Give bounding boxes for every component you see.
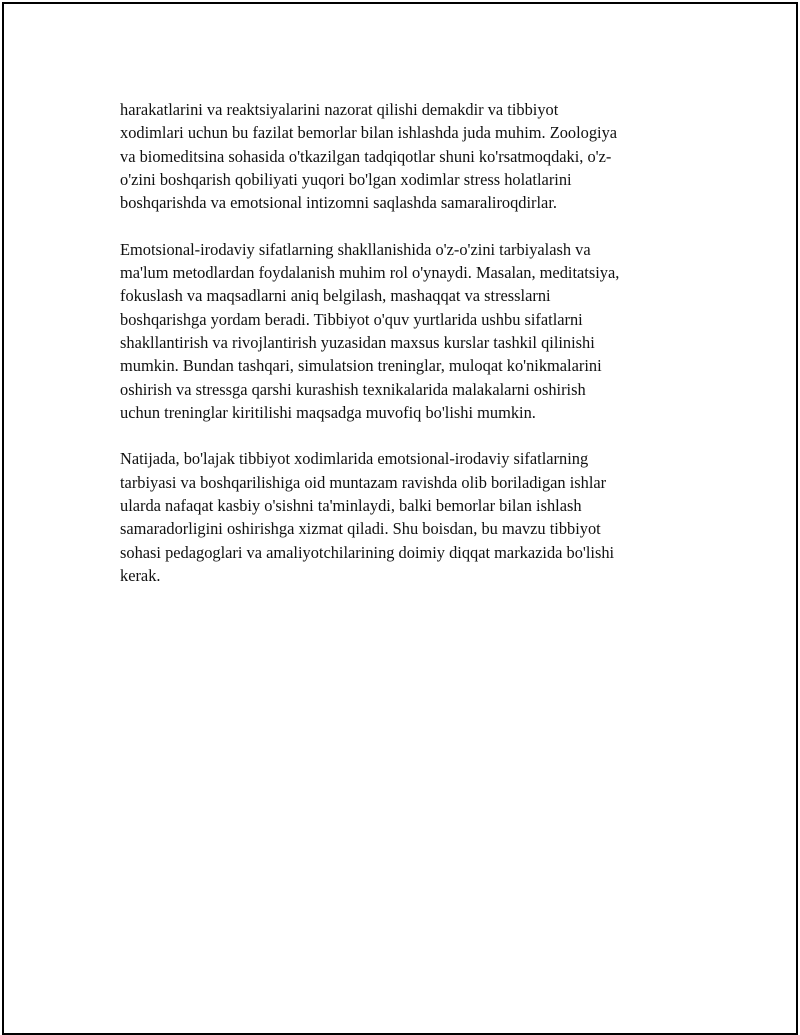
- document-page: [2, 2, 798, 1035]
- document-body: [120, 98, 680, 611]
- paragraph-2: Emotsional-irodaviy sifatlarning shakllanishida o'z-o'zini tarbiyalash va ma'lum metodlardan foydalanish muhim rol o'ynaydi. Masalan, meditatsiya, fokuslash va maqsadlarni aniq belgilash, mashaqqat va stresslarni boshqarishga yordam beradi. Tibbiyot o'quv yurtlarida ushbu sifatlarni shakllantirish va rivojlantirish yuzasidan maxsus kurslar tashkil qilinishi mumkin. Bundan tashqari, simulatsion treninglar, muloqat ko'nikmalarini oshirish va stressga qarshi kurashish texnikalarida malakalarni oshirish uchun treninglar kiritilishi maqsadga muvofiq bo'lishi mumkin.: [120, 239, 620, 422]
- paragraph-3: Natijada, bo'lajak tibbiyot xodimlarida emotsional-irodaviy sifatlarning tarbiyasi va boshqarilishiga oid muntazam ravishda olib boriladigan ishlar ularda nafaqat kasbiy o'sishni ta'minlaydi, balki bemorlar bilan ishlash samaradorligini oshirishga xizmat qiladi. Shu boisdan, bu mavzu tibbiyot sohasi pedagoglari va amaliyotchilarining doimiy diqqat markazida bo'lishi kerak.: [120, 449, 615, 585]
- paragraph-1: harakatlarini va reaktsiyalarini nazorat qilishi demakdir va tibbiyot xodimlari uchun bu fazilat bemorlar bilan ishlashda juda muhim. Zoologiya va biomeditsina sohasida o'tkazilgan tadqiqotlar shuni ko'rsatmoqdaki, o'z- o'zini boshqarish qobiliyati yuqori bo'lgan xodimlar stress holatlarini boshqarishda va emotsional intizomni saqlashda samaraliroqdirlar.: [120, 100, 618, 213]
